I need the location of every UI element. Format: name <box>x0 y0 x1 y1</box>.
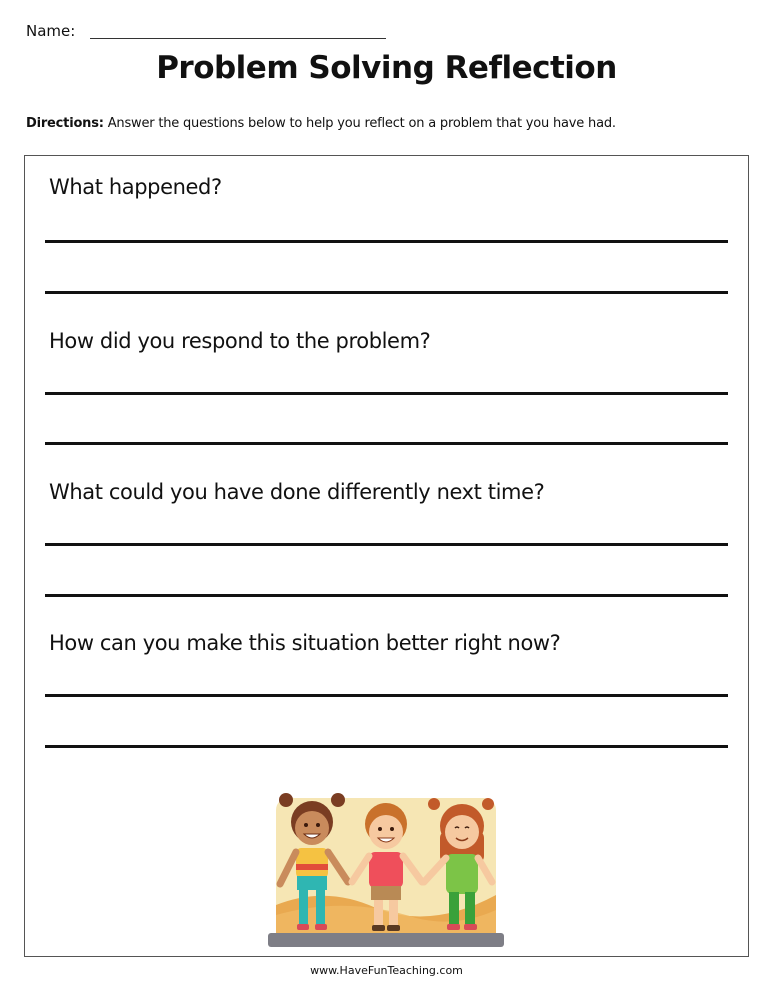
question-2: How did you respond to the problem? <box>49 329 431 353</box>
page-title: Problem Solving Reflection <box>156 50 617 86</box>
answer-line-3b[interactable] <box>45 594 728 597</box>
answer-line-4a[interactable] <box>45 694 728 697</box>
question-1: What happened? <box>49 175 222 199</box>
answer-line-1b[interactable] <box>45 291 728 294</box>
answer-line-2b[interactable] <box>45 442 728 445</box>
answer-line-4b[interactable] <box>45 745 728 748</box>
stage-base <box>268 933 504 947</box>
question-3: What could you have done differently next time? <box>49 480 545 504</box>
footer-website: www.HaveFunTeaching.com <box>310 964 463 977</box>
directions-label: Directions: <box>26 116 104 131</box>
question-4: How can you make this situation better right now? <box>49 631 561 655</box>
directions-text: Answer the questions below to help you reflect on a problem that you have had. <box>103 116 616 131</box>
name-field-line[interactable] <box>90 38 386 39</box>
answer-line-2a[interactable] <box>45 392 728 395</box>
directions <box>26 116 616 131</box>
answer-line-1a[interactable] <box>45 240 728 243</box>
three-children-holding-hands-illustration <box>266 790 506 950</box>
name-label: Name: <box>26 22 76 40</box>
answer-line-3a[interactable] <box>45 543 728 546</box>
